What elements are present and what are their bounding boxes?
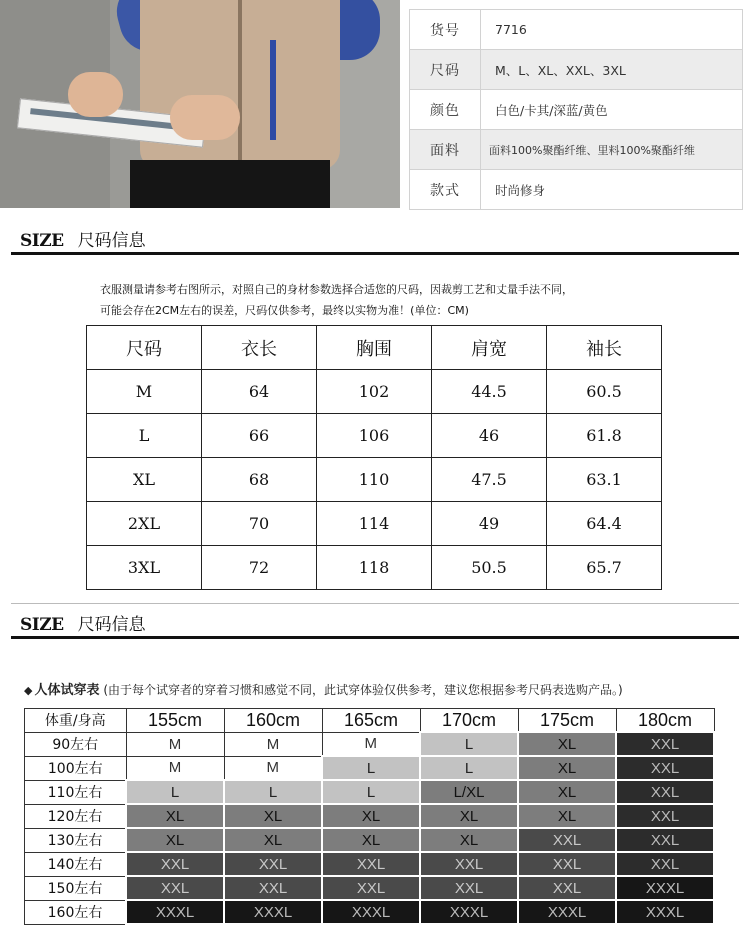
size-cell: XL — [126, 828, 224, 852]
table-row — [25, 876, 715, 900]
size-table-header — [87, 326, 662, 370]
size-cell: L — [322, 756, 420, 780]
weight-label: 120左右 — [25, 804, 127, 828]
table-cell: 102 — [317, 370, 432, 414]
info-row-fabric — [410, 130, 743, 170]
table-cell: 106 — [317, 414, 432, 458]
height-header: 180cm — [616, 709, 714, 733]
height-header: 175cm — [518, 709, 616, 733]
size-cell: L — [322, 780, 420, 804]
table-cell: 2XL — [87, 502, 202, 546]
diamond-icon: ◆ — [24, 684, 33, 697]
note-line: 可能会存在2CM左右的误差，尺码仅供参考，最终以实物为准！(单位：CM) — [100, 304, 469, 317]
info-row-item-no — [410, 10, 743, 50]
table-cell: L — [87, 414, 202, 458]
table-row — [87, 502, 662, 546]
info-key: 尺码 — [410, 50, 481, 90]
table-cell: 46 — [432, 414, 547, 458]
table-cell: 64.4 — [547, 502, 662, 546]
section-divider — [11, 636, 739, 639]
size-cell: L — [224, 780, 322, 804]
table-row — [25, 828, 715, 852]
size-cell: L — [420, 756, 518, 780]
size-cell: L/XL — [420, 780, 518, 804]
try-on-heading: 人体试穿表 — [34, 683, 100, 698]
size-cell: XXL — [616, 732, 714, 756]
size-cell: XXL — [616, 804, 714, 828]
size-cell: M — [224, 732, 322, 756]
size-cell: XXL — [616, 828, 714, 852]
size-cell: XL — [518, 732, 616, 756]
height-header: 155cm — [126, 709, 224, 733]
column-header: 袖长 — [547, 326, 662, 370]
column-header: 衣长 — [202, 326, 317, 370]
size-cell: XXXL — [518, 900, 616, 924]
note-line: 衣服测量请参考右图所示，对照自己的身材参数选择合适您的尺码，因裁剪工艺和丈量手法不同， — [100, 283, 573, 296]
size-cell: XXL — [518, 876, 616, 900]
size-cell: L — [420, 732, 518, 756]
info-row-size — [410, 50, 743, 90]
table-cell: 68 — [202, 458, 317, 502]
size-table — [86, 325, 662, 590]
height-header: 170cm — [420, 709, 518, 733]
size-cell: XXL — [518, 852, 616, 876]
size-cell: XL — [420, 804, 518, 828]
weight-label: 150左右 — [25, 876, 127, 900]
table-row — [87, 458, 662, 502]
table-row — [25, 900, 715, 924]
info-key: 货号 — [410, 10, 481, 50]
table-cell: 65.7 — [547, 546, 662, 590]
section-title-zh: 尺码信息 — [77, 615, 146, 635]
section-top-divider — [11, 603, 739, 604]
size-cell: XL — [518, 804, 616, 828]
table-cell: 44.5 — [432, 370, 547, 414]
table-row — [25, 852, 715, 876]
size-cell: XXXL — [224, 900, 322, 924]
table-cell: 64 — [202, 370, 317, 414]
section-title-en: SIZE — [20, 615, 64, 635]
size-cell: XXL — [322, 876, 420, 900]
column-header: 尺码 — [87, 326, 202, 370]
table-row — [25, 780, 715, 804]
section-divider — [11, 252, 739, 255]
try-on-table — [24, 708, 715, 925]
size-cell: XXL — [616, 780, 714, 804]
info-value: 时尚修身 — [481, 170, 743, 210]
size-cell: XXXL — [420, 900, 518, 924]
size-cell: XXL — [420, 876, 518, 900]
height-header: 160cm — [224, 709, 322, 733]
table-row — [87, 370, 662, 414]
table-row — [87, 414, 662, 458]
section-title-zh: 尺码信息 — [77, 231, 146, 251]
size-cell: XXL — [224, 852, 322, 876]
table-cell: 61.8 — [547, 414, 662, 458]
table-cell: M — [87, 370, 202, 414]
size-cell: L — [126, 780, 224, 804]
section-header-size-info — [20, 226, 146, 251]
info-row-style — [410, 170, 743, 210]
weight-label: 160左右 — [25, 900, 127, 924]
info-value: 白色/卡其/深蓝/黄色 — [481, 90, 743, 130]
size-cell: XL — [126, 804, 224, 828]
info-key: 款式 — [410, 170, 481, 210]
size-cell: XL — [322, 828, 420, 852]
size-cell: XXL — [126, 876, 224, 900]
size-cell: XXL — [518, 828, 616, 852]
product-info-table — [409, 9, 743, 210]
size-cell: XXL — [224, 876, 322, 900]
section-header-size-info-2 — [20, 610, 146, 635]
size-cell: XL — [420, 828, 518, 852]
try-on-header-row — [25, 709, 715, 733]
size-cell: XXL — [420, 852, 518, 876]
table-cell: 72 — [202, 546, 317, 590]
weight-label: 110左右 — [25, 780, 127, 804]
corner-header: 体重/身高 — [25, 709, 127, 733]
measurement-note — [100, 279, 680, 321]
info-value: 7716 — [481, 10, 743, 50]
weight-label: 100左右 — [25, 756, 127, 780]
size-cell: XXL — [126, 852, 224, 876]
table-cell: 63.1 — [547, 458, 662, 502]
table-cell: 50.5 — [432, 546, 547, 590]
weight-label: 130左右 — [25, 828, 127, 852]
size-cell: M — [224, 756, 322, 780]
table-cell: 3XL — [87, 546, 202, 590]
size-cell: XL — [322, 804, 420, 828]
table-cell: XL — [87, 458, 202, 502]
size-cell: XXXL — [126, 900, 224, 924]
height-header: 165cm — [322, 709, 420, 733]
table-cell: 60.5 — [547, 370, 662, 414]
table-cell: 114 — [317, 502, 432, 546]
size-cell: XL — [224, 804, 322, 828]
weight-label: 90左右 — [25, 732, 127, 756]
column-header: 胸围 — [317, 326, 432, 370]
size-cell: XL — [518, 780, 616, 804]
try-on-subtitle: (由于每个试穿者的穿着习惯和感觉不同，此试穿体验仅供参考，建议您根据参考尺码表选购产品。) — [103, 683, 623, 697]
weight-label: 140左右 — [25, 852, 127, 876]
table-cell: 70 — [202, 502, 317, 546]
info-value: M、L、XL、XXL、3XL — [481, 50, 743, 90]
size-cell: XXL — [616, 852, 714, 876]
table-cell: 47.5 — [432, 458, 547, 502]
size-cell: XL — [224, 828, 322, 852]
column-header: 肩宽 — [432, 326, 547, 370]
size-cell: XXL — [322, 852, 420, 876]
table-cell: 118 — [317, 546, 432, 590]
size-cell: XXXL — [322, 900, 420, 924]
product-photo — [0, 0, 400, 208]
table-row — [25, 732, 715, 756]
table-row — [25, 756, 715, 780]
size-cell: XXXL — [616, 876, 714, 900]
size-cell: XL — [518, 756, 616, 780]
size-cell: M — [322, 732, 420, 756]
info-value: 面料100%聚酯纤维、里料100%聚酯纤维 — [481, 130, 743, 170]
size-cell: XXXL — [616, 900, 714, 924]
table-row — [25, 804, 715, 828]
size-cell: XXL — [616, 756, 714, 780]
size-cell: M — [126, 756, 224, 780]
info-key: 颜色 — [410, 90, 481, 130]
table-cell: 49 — [432, 502, 547, 546]
section-title-en: SIZE — [20, 231, 64, 251]
info-key: 面料 — [410, 130, 481, 170]
table-cell: 66 — [202, 414, 317, 458]
info-row-color — [410, 90, 743, 130]
size-cell: M — [126, 732, 224, 756]
try-on-title — [24, 679, 623, 698]
table-row — [87, 546, 662, 590]
table-cell: 110 — [317, 458, 432, 502]
